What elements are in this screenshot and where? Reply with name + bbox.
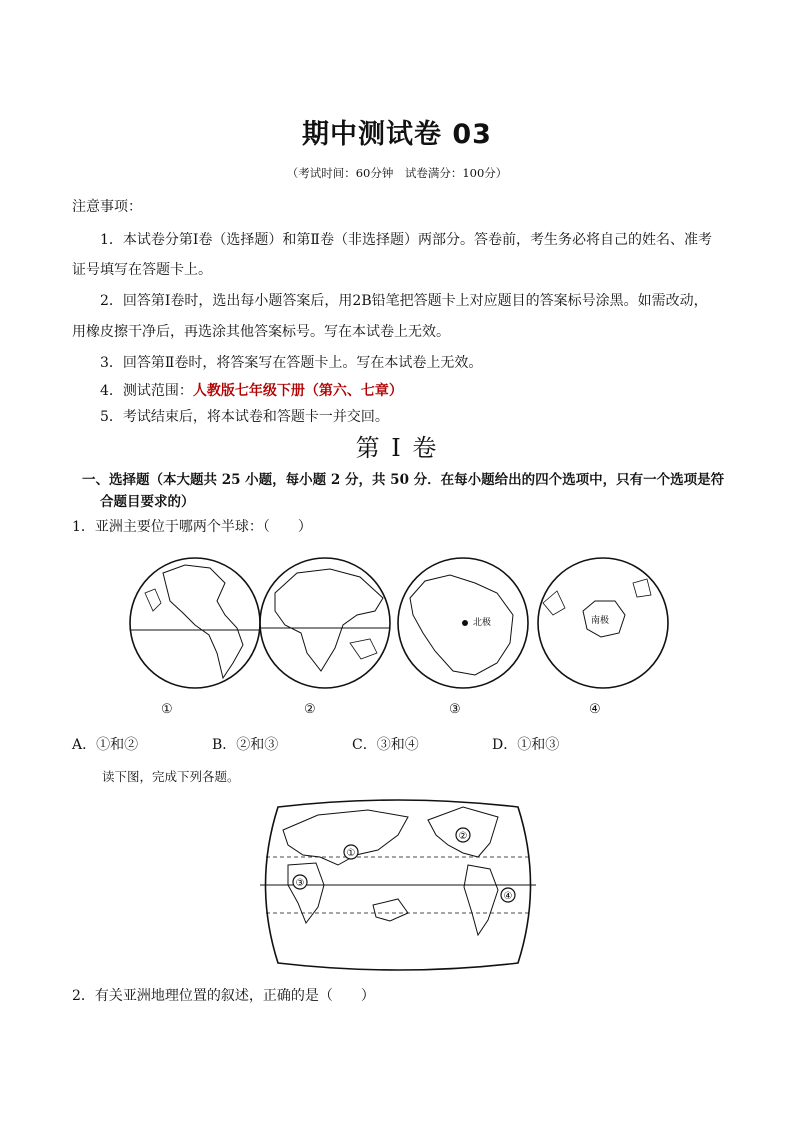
test-scope: 人教版七年级下册（第六、七章） (192, 383, 403, 399)
globe-label-2: ② (304, 702, 316, 717)
option-d[interactable]: D．①和③ (492, 737, 560, 753)
world-map-figure (258, 795, 538, 975)
notice-item-4-prefix: 4．测试范围： (100, 383, 193, 399)
notice-item-3: 3．回答第Ⅱ卷时，将答案写在答题卡上。写在本试卷上无效。 (100, 355, 483, 371)
read-instruction: 读下图，完成下列各题。 (102, 769, 240, 784)
page-title: 期中测试卷 03 (302, 119, 492, 150)
notice-heading: 注意事项： (72, 199, 142, 215)
globe-1 (130, 558, 260, 688)
map-marker-1 (344, 845, 358, 859)
question-2-text: 2．有关亚洲地理位置的叙述，正确的是（ ） (72, 988, 375, 1004)
map-marker-2 (456, 828, 470, 842)
globe-4 (538, 558, 668, 688)
svg-text:③: ③ (295, 878, 305, 889)
svg-text:②: ② (458, 831, 468, 842)
globe-4-pole-label: 南极 (591, 616, 610, 626)
map-marker-4 (501, 888, 515, 902)
section-instruction-line-1: 一、选择题（本大题共 25 小题，每小题 2 分，共 50 分．在每小题给出的四个选项中，只有一个选项是符 (82, 472, 725, 488)
globe-3 (398, 558, 528, 688)
notice-item-2-line-1: 2．回答第Ⅰ卷时，选出每小题答案后，用2B铅笔把答题卡上对应题目的答案标号涂黑。如需改动， (100, 293, 708, 309)
svg-text:④: ④ (503, 891, 513, 902)
svg-text:①: ① (346, 848, 356, 859)
option-c[interactable]: C．③和④ (352, 737, 419, 753)
globe-3-pole-label: 北极 (473, 618, 492, 628)
notice-item-1-line-1: 1．本试卷分第Ⅰ卷（选择题）和第Ⅱ卷（非选择题）两部分。答卷前，考生务必将自己的姓名、准考 (100, 232, 712, 248)
globe-label-3: ③ (449, 702, 461, 717)
notice-item-4 (100, 380, 403, 400)
option-a[interactable]: A．①和② (72, 737, 139, 753)
globe-2 (260, 558, 390, 688)
notice-item-1-line-2: 证号填写在答题卡上。 (72, 262, 212, 278)
notice-item-2-line-2: 用橡皮擦干净后，再选涂其他答案标号。写在本试卷上无效。 (72, 324, 450, 340)
globe-label-1: ① (161, 702, 173, 717)
section-instruction-line-2: 合题目要求的） (100, 494, 195, 510)
option-b[interactable]: B．②和③ (212, 737, 279, 753)
section-title: 第 I 卷 (355, 434, 439, 462)
map-marker-3 (293, 875, 307, 889)
exam-subtitle: （考试时间：60分钟 试卷满分：100分） (286, 166, 508, 180)
notice-item-5: 5．考试结束后，将本试卷和答题卡一并交回。 (100, 409, 389, 425)
question-1-text: 1．亚洲主要位于哪两个半球：（ ） (72, 519, 312, 535)
hemisphere-globes-figure (125, 553, 685, 698)
globe-label-4: ④ (589, 702, 601, 717)
